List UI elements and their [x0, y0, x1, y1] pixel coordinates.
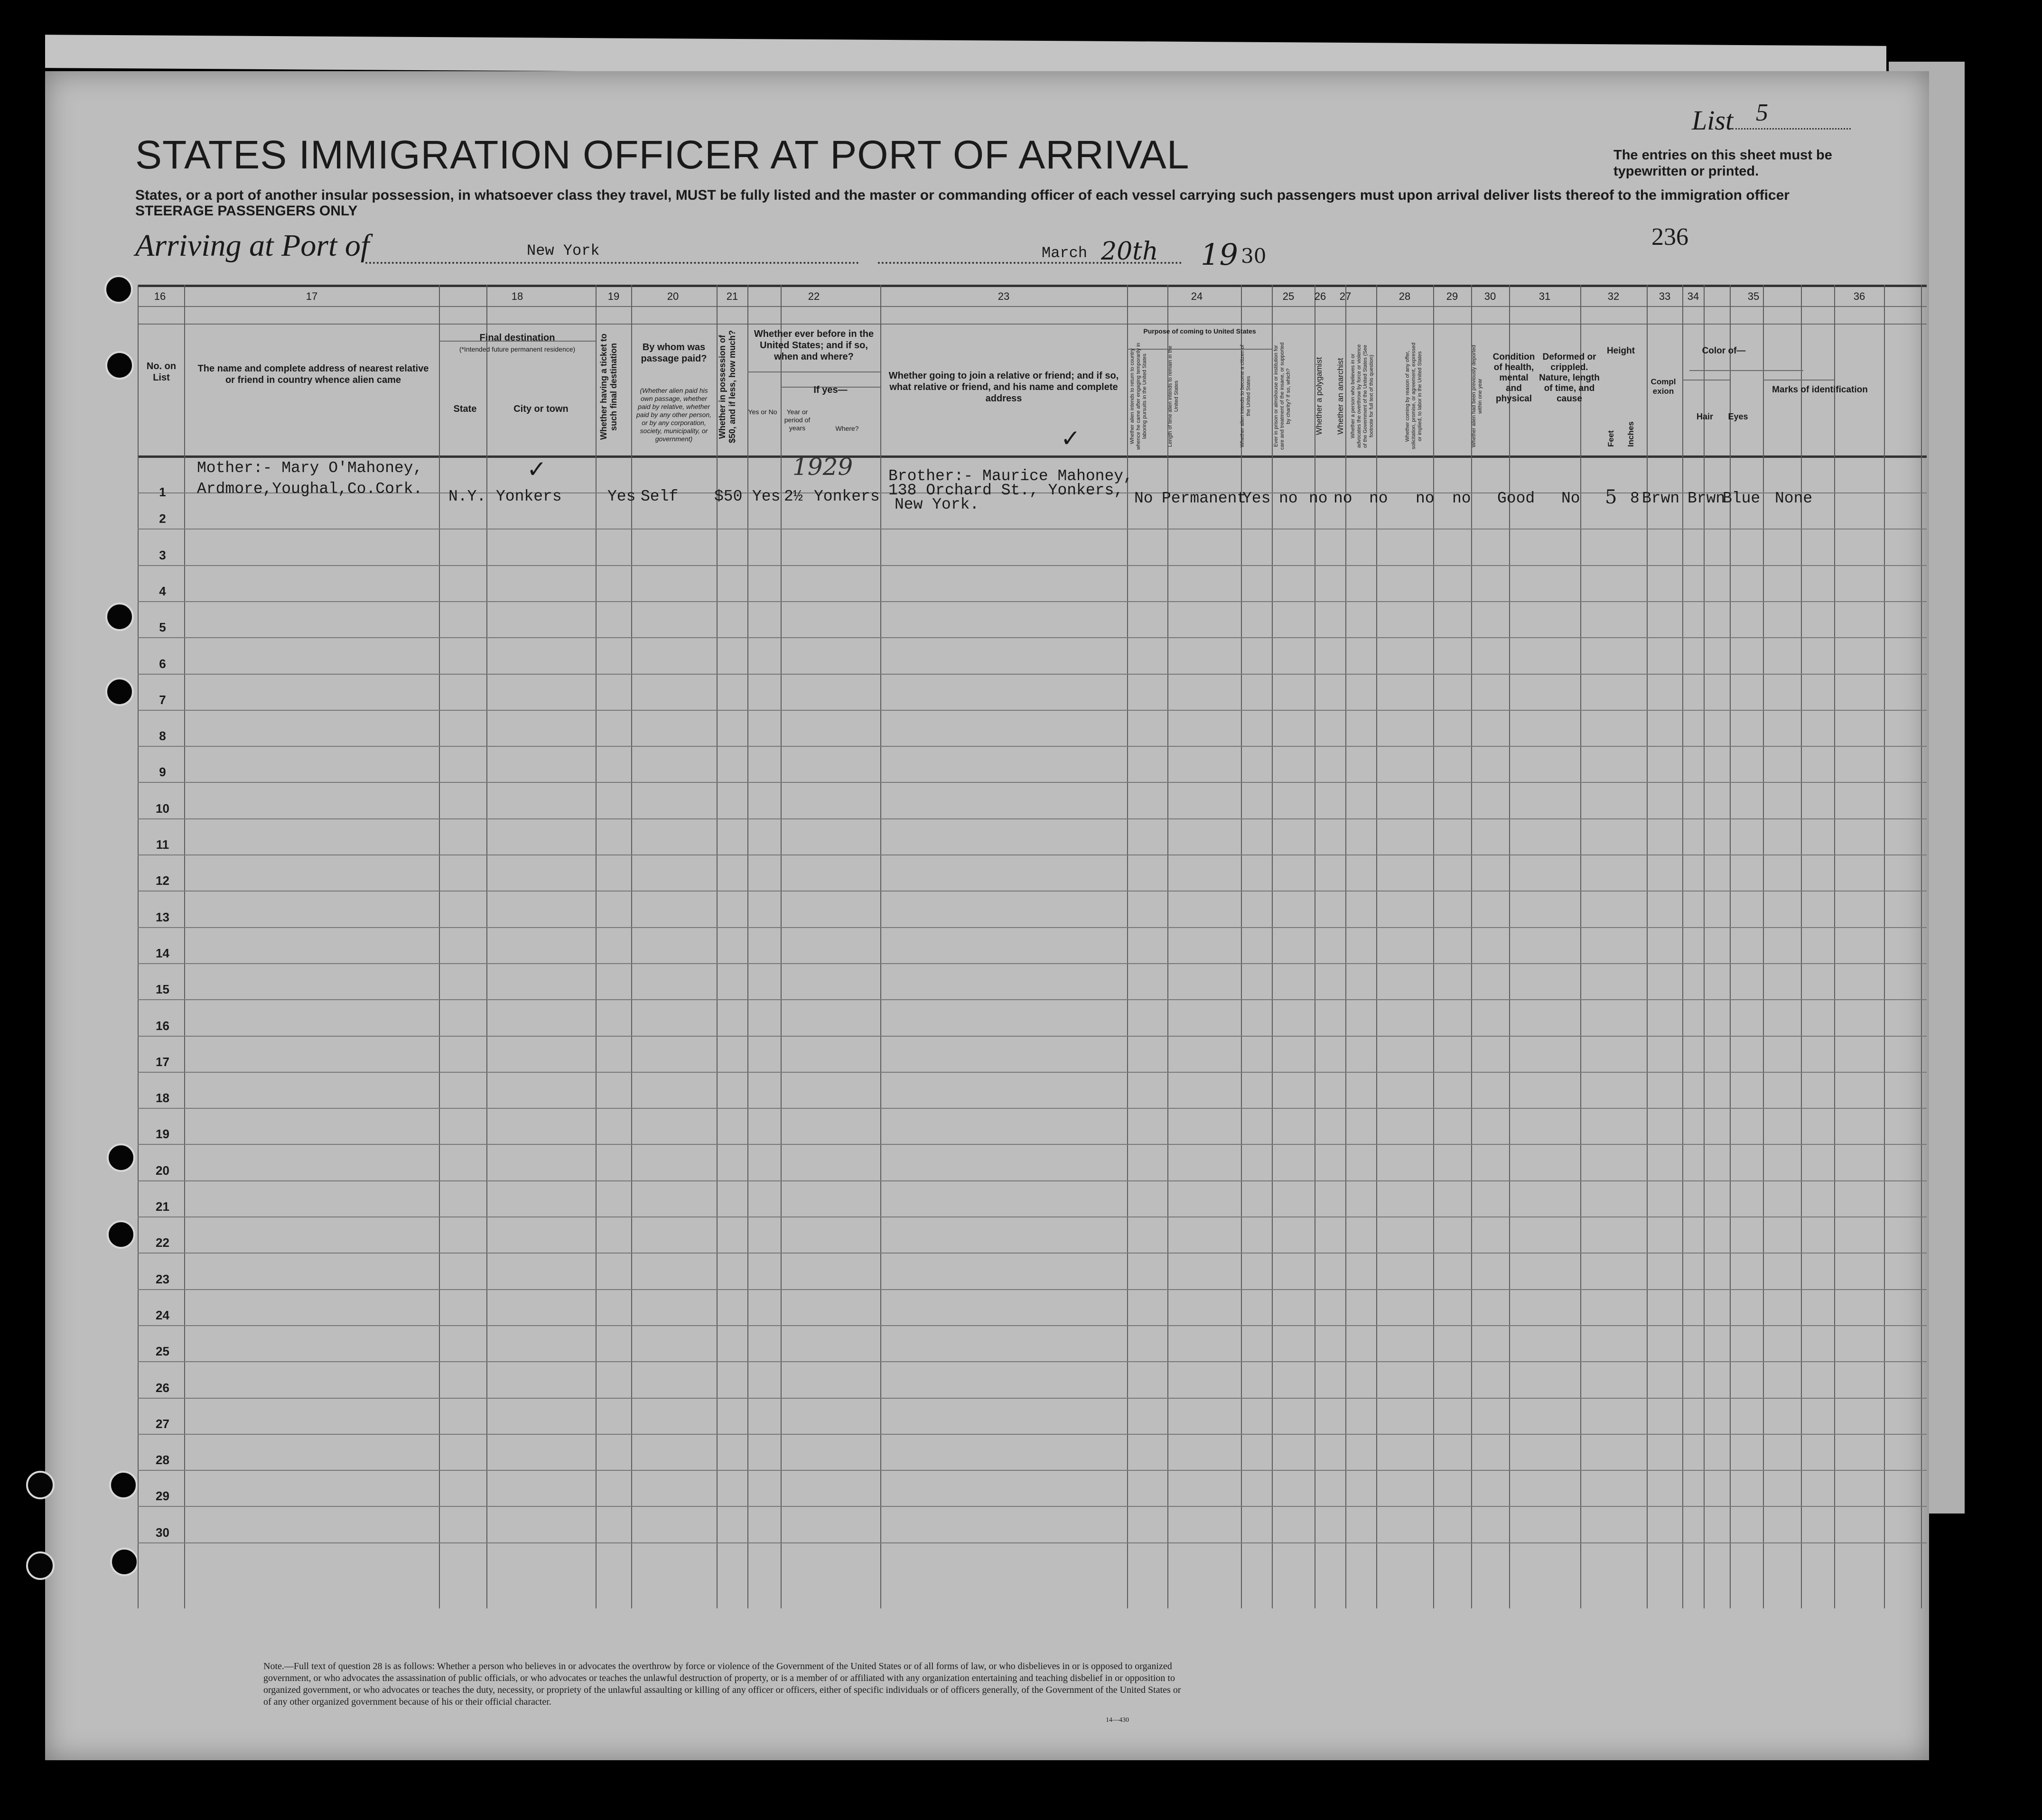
row-rule — [138, 1506, 1927, 1507]
row-rule — [138, 601, 1927, 602]
header-purpose: Purpose of coming to United States — [1143, 327, 1256, 335]
row-number: 30 — [156, 1525, 169, 1540]
header-nearest-relative: The name and complete address of nearest relative or friend in country whence alien came — [197, 363, 429, 385]
row-rule — [138, 1108, 1927, 1109]
row-number: 21 — [156, 1199, 169, 1214]
row-rule — [138, 1144, 1927, 1145]
entry-q30: no — [1452, 490, 1471, 507]
year-prefix: 19 — [1201, 237, 1238, 272]
row-number: 4 — [159, 584, 166, 598]
row-rule — [138, 1470, 1927, 1471]
row-number: 24 — [156, 1308, 169, 1322]
header-q29: Whether coming by reason of any offer, solicitation, promise, or agreement, expressed or implied, to labor in the United States — [1405, 343, 1423, 450]
row-rule — [138, 963, 1927, 964]
col-num-20: 20 — [667, 290, 679, 302]
entry-ticket: Yes — [607, 488, 636, 505]
row-rule — [138, 1253, 1927, 1254]
row-number: 2 — [159, 511, 166, 526]
binder-hole — [26, 1551, 55, 1580]
row-number: 5 — [159, 620, 166, 634]
entry-hair: Brwn — [1688, 490, 1725, 507]
row-rule — [138, 927, 1927, 928]
row-rule — [138, 637, 1927, 638]
port-value: New York — [527, 242, 600, 260]
row-number: 19 — [156, 1127, 169, 1141]
handwritten-year: 1929 — [793, 453, 853, 481]
row-rule — [138, 674, 1927, 675]
entry-state: N.Y. — [448, 488, 486, 505]
question-28-footnote: Note.—Full text of question 28 is as follows: Whether a person who believes in or advocates the overthrow by force or violence of the Government of the United States or of all forms of law, or who disbelieves in or is opposed to organized government, or who advocates the assassination of public officials, or who advocates or teaches the unlawful destruction of property, or is a member of or affiliated with any organization entertaining and teaching disbelief in or opposition to organized government, or who advocates or teaches the duty, necessity, or propriety of the unlawful assaulting or killing of any officer or officers, either of specific individuals or of officers generally, of the Government of the United States or of any other organized government because of his or their official character. — [263, 1661, 1181, 1707]
header-q30: Whether alien had been previously deported within one year — [1471, 345, 1483, 447]
row-number: 26 — [156, 1381, 169, 1395]
entry-q28: no — [1369, 490, 1388, 507]
row-number: 11 — [156, 837, 169, 852]
header-passage-paid: By whom was passage paid? — [641, 342, 707, 364]
entry-prison: no — [1279, 490, 1298, 507]
row-number: 27 — [156, 1417, 169, 1431]
header-ever-before: Whether ever before in the United States; and if so, when and where? — [754, 329, 874, 362]
col-num-33: 33 — [1659, 290, 1671, 302]
entry-marks: None — [1775, 490, 1813, 507]
form-title: STATES IMMIGRATION OFFICER AT PORT OF ARRIVAL — [135, 132, 1190, 177]
header-deformed: Deformed or crippled. Nature, length of time, and cause — [1539, 352, 1600, 404]
header-polygamist: Whether a polygamist — [1315, 357, 1324, 436]
entry-q29: no — [1416, 490, 1435, 507]
col-num-34: 34 — [1687, 290, 1699, 302]
row-number: 12 — [156, 873, 169, 888]
row-number: 17 — [156, 1055, 169, 1069]
header-feet: Feet — [1606, 430, 1615, 447]
row-rule — [138, 1072, 1927, 1073]
col-num-23: 23 — [998, 290, 1010, 302]
row-rule — [138, 1361, 1927, 1362]
header-yes-no: Yes or No — [748, 408, 777, 416]
row-number: 7 — [159, 693, 166, 707]
row-number: 6 — [159, 657, 166, 671]
col-num-29: 29 — [1446, 290, 1458, 302]
row-number: 8 — [159, 729, 166, 743]
header-passage-note: (Whether alien paid his own passage, whether paid by relative, whether paid by any other person, or by any corporation, society, municipality, or government) — [636, 387, 711, 443]
header-height: Height — [1606, 346, 1635, 356]
row-number: 3 — [159, 548, 166, 562]
row-rule — [138, 1542, 1927, 1543]
row-rule — [138, 1325, 1927, 1326]
date-month: March — [1042, 244, 1088, 262]
col-num-28: 28 — [1399, 290, 1411, 302]
row-number: 14 — [156, 946, 169, 960]
entry-length: Permanent — [1162, 490, 1247, 507]
row-rule — [138, 746, 1927, 747]
binder-hole — [105, 351, 134, 380]
binder-hole — [104, 275, 133, 304]
header-possession-50: Whether in possession of $50, and if less, how much? — [718, 330, 737, 444]
form-number: 14—430 — [1106, 1717, 1129, 1724]
row-number: 15 — [156, 982, 169, 996]
check-mark: ✓ — [1061, 425, 1081, 452]
col-num-35: 35 — [1747, 290, 1760, 302]
header-final-destination-note: (*Intended future permanent residence) — [459, 345, 576, 353]
arriving-label: Arriving at Port of — [135, 228, 370, 263]
date-day: 20th — [1101, 237, 1158, 266]
header-hair: Hair — [1696, 412, 1713, 421]
row-number: 28 — [156, 1453, 169, 1467]
row-rule — [138, 710, 1927, 711]
binder-hole — [105, 678, 134, 706]
header-where: Where? — [835, 425, 859, 432]
col-num-31: 31 — [1538, 290, 1551, 302]
col-num-16: 16 — [154, 290, 166, 302]
steerage-label: STEERAGE PASSENGERS ONLY — [135, 203, 358, 219]
col-num-36: 36 — [1853, 290, 1865, 302]
entry-health: Good — [1497, 490, 1535, 507]
entry-eyes: Blue — [1723, 490, 1761, 507]
col-num-26: 26 — [1314, 290, 1326, 302]
entry-feet: 5 — [1605, 486, 1617, 508]
header-become-citizen: Whether alien intends to become a citizen of the United States — [1240, 344, 1251, 448]
col-num-32: 32 — [1607, 290, 1620, 302]
row-rule — [138, 1398, 1927, 1399]
header-length-stay: Length of time alien intends to remain in the United States — [1167, 345, 1179, 447]
list-label: List — [1692, 105, 1734, 136]
row-rule — [138, 782, 1927, 783]
header-city: City or town — [513, 404, 569, 414]
entry-join-line3: New York. — [895, 496, 979, 513]
header-no-on-list: No. on List — [146, 361, 177, 383]
header-join-relative: Whether going to join a relative or friend; and if so, what relative or friend, and his name and complete address — [888, 371, 1119, 404]
entry-complexion: Brwn — [1642, 490, 1680, 507]
row-rule — [138, 818, 1927, 819]
row-number: 29 — [156, 1489, 169, 1503]
binder-hole — [107, 1143, 135, 1172]
binder-hole — [26, 1471, 55, 1499]
row-rule — [138, 1036, 1927, 1037]
header-final-destination: Final destination — [479, 333, 555, 343]
row-rule — [138, 565, 1927, 566]
col-num-19: 19 — [607, 290, 620, 302]
header-year-period: Year or period of years — [784, 408, 811, 432]
entry-join-line2: 138 Orchard St., Yonkers, — [888, 482, 1124, 499]
header-health: Condition of health, mental and physical — [1492, 352, 1535, 404]
entry-paid-by: Self — [641, 488, 679, 505]
row-number: 13 — [156, 910, 169, 924]
page-number: 236 — [1651, 223, 1688, 251]
entry-inches: 8 — [1630, 490, 1640, 507]
header-complexion: Complexion — [1650, 377, 1676, 396]
entry-been-before: Yes — [752, 488, 781, 505]
row-number: 10 — [156, 801, 169, 816]
list-number: 5 — [1756, 99, 1768, 126]
header-prison: Ever in prison or almshouse or institution for care and treatment of the insane, or supported by charity? If so, which? — [1273, 342, 1291, 450]
entries-note: The entries on this sheet must be typewritten or printed. — [1613, 148, 1832, 179]
row-number: 1 — [159, 485, 166, 499]
header-if-yes: If yes— — [813, 385, 848, 395]
header-color-of: Color of— — [1702, 346, 1746, 356]
col-num-22: 22 — [808, 290, 820, 302]
entry-return: No — [1134, 490, 1153, 507]
col-num-21: 21 — [726, 290, 738, 302]
entry-where: Yonkers — [814, 488, 880, 505]
entry-citizen: Yes — [1242, 490, 1271, 507]
row-rule — [138, 1289, 1927, 1290]
year-suffix: 30 — [1241, 244, 1267, 268]
list-underline — [1732, 128, 1851, 130]
row-number: 25 — [156, 1344, 169, 1358]
row-rule — [138, 1216, 1927, 1217]
header-return-intent: Whether alien intends to return to country whence he came after engaging temporarily in laboring pursuits in the United States — [1129, 343, 1147, 450]
entry-money: $50 — [714, 488, 743, 505]
binder-hole — [109, 1471, 138, 1499]
entry-join-line1: Brother:- Maurice Mahoney, — [888, 467, 1133, 485]
row-number: 22 — [156, 1235, 169, 1250]
row-rule — [138, 1180, 1927, 1181]
entry-city: Yonkers — [496, 488, 562, 505]
check-mark: ✓ — [527, 455, 547, 483]
row-number: 18 — [156, 1091, 169, 1105]
form-subtitle: States, or a port of another insular possession, in whatsoever class they travel, MUST be fully listed and the master or commanding officer of each vessel carrying such passengers must upon arrival deliver lists thereof to the immigration officer — [135, 187, 1790, 203]
entry-period: 2½ — [784, 488, 803, 505]
row-number: 23 — [156, 1272, 169, 1286]
col-num-18: 18 — [511, 290, 523, 302]
port-line — [365, 262, 859, 264]
col-num-30: 30 — [1484, 290, 1496, 302]
entry-relative-line2: Ardmore,Youghal,Co.Cork. — [197, 480, 423, 498]
entry-deformed: No — [1561, 490, 1580, 507]
header-inches: Inches — [1626, 421, 1635, 447]
row-rule — [138, 854, 1927, 855]
col-num-27: 27 — [1339, 290, 1352, 302]
header-q28: Whether a person who believes in or advocates the overthrow by force or violence of the Government of the United States (See footnote for full text of this question) — [1350, 344, 1374, 448]
header-anarchist: Whether an anarchist — [1336, 358, 1345, 435]
row-rule — [138, 999, 1927, 1000]
binder-hole — [110, 1548, 139, 1576]
row-number: 16 — [156, 1019, 169, 1033]
row-rule — [138, 1434, 1927, 1435]
col-num-17: 17 — [306, 290, 318, 302]
binder-hole — [105, 603, 134, 631]
col-num-24: 24 — [1191, 290, 1203, 302]
header-ticket: Whether having a ticket to such final destination — [599, 333, 618, 440]
binder-hole — [107, 1220, 135, 1249]
entry-anarchist: no — [1333, 490, 1352, 507]
entry-polygamist: no — [1309, 490, 1328, 507]
row-number: 9 — [159, 765, 166, 779]
entry-relative-line1: Mother:- Mary O'Mahoney, — [197, 459, 423, 477]
col-num-25: 25 — [1282, 290, 1295, 302]
row-number: 20 — [156, 1163, 169, 1178]
header-marks: Marks of identification — [1772, 385, 1868, 395]
header-state: State — [453, 404, 477, 414]
header-eyes: Eyes — [1728, 412, 1748, 421]
